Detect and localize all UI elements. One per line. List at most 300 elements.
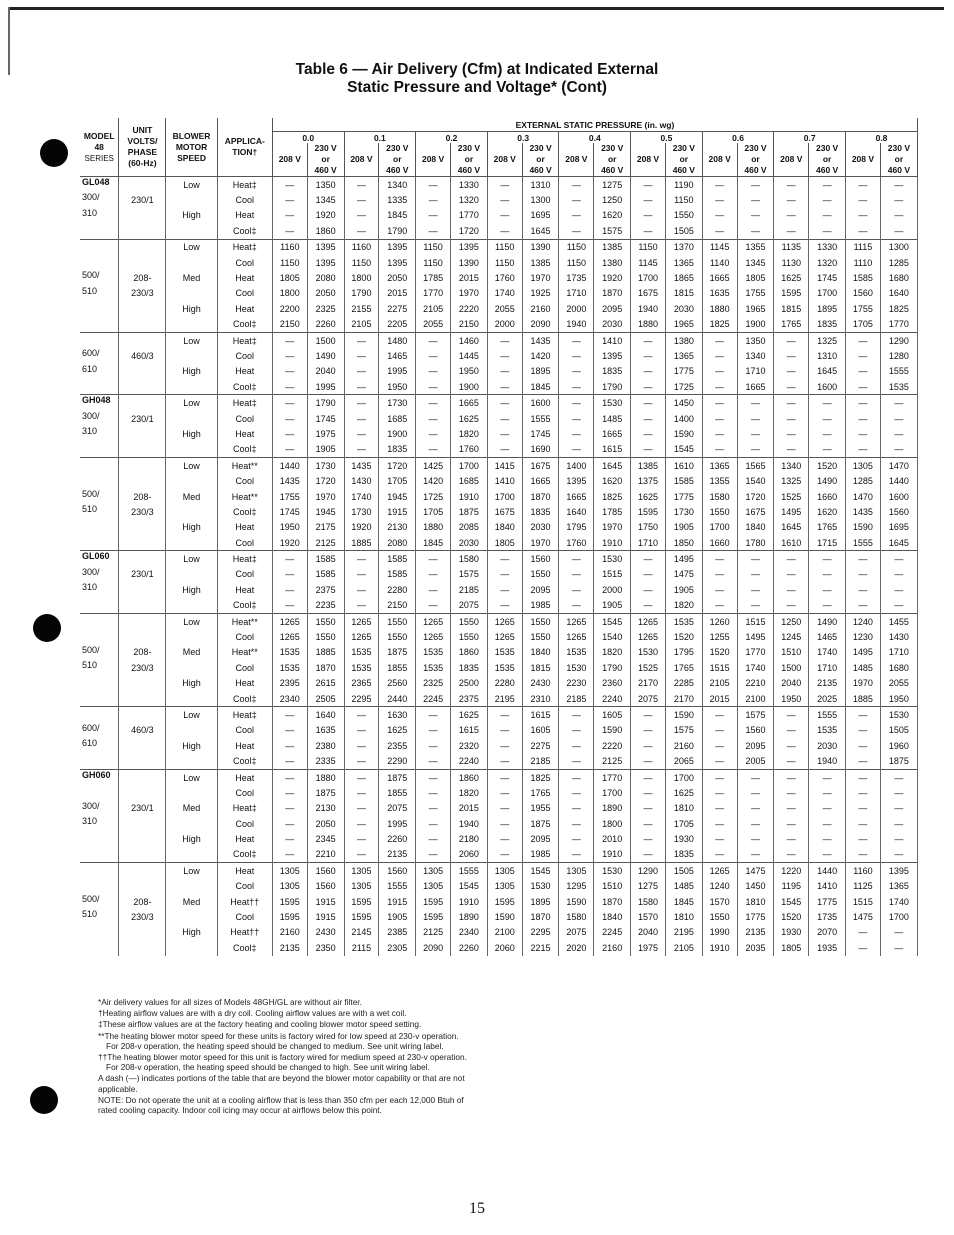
cfm-cell: —	[344, 442, 379, 458]
cfm-cell: 1435	[846, 504, 881, 519]
voltage-208-header: 208 V	[702, 143, 737, 177]
cfm-cell: 2245	[416, 691, 451, 707]
cfm-cell: —	[880, 582, 917, 597]
model-cell: 510	[80, 909, 119, 924]
cfm-cell: 2185	[522, 753, 559, 769]
cfm-cell: 2150	[379, 598, 416, 614]
cfm-cell: 1870	[594, 894, 631, 909]
cfm-cell: —	[272, 426, 307, 441]
cfm-cell: 1680	[880, 660, 917, 675]
cfm-cell: 1620	[809, 504, 846, 519]
table-row	[80, 332, 918, 348]
speed-cell	[166, 255, 217, 270]
cfm-cell: —	[631, 223, 666, 239]
cfm-cell: 1940	[631, 301, 666, 316]
cfm-cell: —	[809, 816, 846, 831]
cfm-cell: 1240	[846, 613, 881, 629]
cfm-cell: 1265	[559, 613, 594, 629]
cfm-cell: —	[774, 785, 809, 800]
cfm-cell: —	[559, 208, 594, 223]
cfm-cell: 1340	[737, 348, 774, 363]
cfm-cell: 1785	[416, 270, 451, 285]
application-cell: Heat	[217, 863, 272, 879]
cfm-cell: 1835	[594, 364, 631, 379]
cfm-cell: 1595	[631, 504, 666, 519]
cfm-cell: 2440	[379, 691, 416, 707]
cfm-cell: 1395	[307, 239, 344, 255]
cfm-cell: —	[344, 707, 379, 723]
cfm-cell: —	[774, 738, 809, 753]
cfm-cell: 1920	[272, 535, 307, 551]
model-cell	[80, 707, 119, 723]
cfm-cell: —	[416, 192, 451, 207]
cfm-cell: 1790	[594, 660, 631, 675]
cfm-cell: 1520	[809, 458, 846, 474]
cfm-cell: 1905	[307, 442, 344, 458]
cfm-cell: 1875	[450, 504, 487, 519]
cfm-cell: 1150	[631, 239, 666, 255]
cfm-cell: —	[809, 177, 846, 193]
cfm-cell: 1700	[450, 458, 487, 474]
cfm-cell: —	[559, 411, 594, 426]
cfm-cell: 1935	[809, 940, 846, 955]
cfm-cell: 2005	[737, 753, 774, 769]
cfm-cell: —	[846, 707, 881, 723]
cfm-cell: 1275	[631, 879, 666, 894]
cfm-cell: 1145	[631, 255, 666, 270]
cfm-cell: 1905	[665, 582, 702, 597]
cfm-cell: 1265	[416, 629, 451, 644]
cfm-cell: 1975	[307, 426, 344, 441]
cfm-cell: 1800	[594, 816, 631, 831]
cfm-cell: —	[737, 801, 774, 816]
air-delivery-table	[80, 118, 918, 956]
cfm-cell: 1860	[450, 645, 487, 660]
cfm-cell: 1735	[809, 909, 846, 924]
cfm-cell: —	[846, 738, 881, 753]
cfm-cell: 2340	[272, 691, 307, 707]
cfm-cell: —	[416, 395, 451, 411]
cfm-cell: 2125	[416, 925, 451, 940]
cfm-cell: 1770	[594, 769, 631, 785]
table-row	[80, 255, 918, 270]
cfm-cell: 1485	[846, 660, 881, 675]
cfm-cell: 1835	[450, 660, 487, 675]
application-cell: Heat**	[217, 489, 272, 504]
volts-cell: 460/3	[119, 348, 166, 363]
volts-cell	[119, 520, 166, 535]
application-cell: Heat	[217, 208, 272, 223]
cfm-cell: 1825	[594, 489, 631, 504]
speed-cell	[166, 598, 217, 614]
cfm-cell: 1580	[631, 894, 666, 909]
cfm-cell: 1545	[450, 879, 487, 894]
cfm-cell: —	[774, 753, 809, 769]
cfm-cell: 1850	[665, 535, 702, 551]
cfm-cell: —	[774, 598, 809, 614]
cfm-cell: 1920	[307, 208, 344, 223]
cfm-cell: 1555	[522, 411, 559, 426]
footnote-low-speed: **The heating blower motor speed for these units is factory wired for low speed at 230-v operation. For 208-v operation, the heating speed should be changed to medium. See unit wiring label.	[98, 1030, 459, 1051]
cfm-cell: —	[880, 598, 917, 614]
cfm-cell: —	[487, 426, 522, 441]
cfm-cell: 2095	[737, 738, 774, 753]
cfm-cell: —	[702, 801, 737, 816]
model-cell	[80, 317, 119, 333]
voltage-208-header: 208 V	[559, 143, 594, 177]
cfm-cell: 1450	[665, 395, 702, 411]
cfm-cell: 2240	[594, 691, 631, 707]
cfm-cell: 1675	[631, 286, 666, 301]
cfm-cell: —	[487, 442, 522, 458]
cfm-cell: 2130	[307, 801, 344, 816]
speed-cell	[166, 192, 217, 207]
cfm-cell: 1840	[522, 645, 559, 660]
cfm-cell: 1860	[307, 223, 344, 239]
application-cell: Heat‡	[217, 395, 272, 411]
cfm-cell: 1845	[665, 894, 702, 909]
model-cell: 600/	[80, 723, 119, 738]
cfm-cell: 2430	[522, 676, 559, 691]
cfm-cell: —	[702, 192, 737, 207]
table-row	[80, 426, 918, 441]
cfm-cell: 1535	[809, 723, 846, 738]
model-cell: 300/	[80, 567, 119, 582]
cfm-cell: —	[737, 177, 774, 193]
cfm-cell: 1745	[809, 270, 846, 285]
speed-cell	[166, 223, 217, 239]
table-row	[80, 192, 918, 207]
cfm-cell: 1795	[665, 645, 702, 660]
cfm-cell: 1985	[522, 598, 559, 614]
cfm-cell: 1150	[487, 255, 522, 270]
cfm-cell: 1535	[344, 660, 379, 675]
volts-cell	[119, 925, 166, 940]
cfm-cell: 1550	[665, 208, 702, 223]
cfm-cell: —	[809, 831, 846, 846]
cfm-cell: 2145	[344, 925, 379, 940]
cfm-cell: 1595	[487, 894, 522, 909]
cfm-cell: —	[809, 208, 846, 223]
cfm-cell: 1665	[594, 426, 631, 441]
volts-cell	[119, 442, 166, 458]
cfm-cell: 1720	[450, 223, 487, 239]
cfm-cell: 1770	[416, 286, 451, 301]
application-cell: Cool	[217, 629, 272, 644]
cfm-cell: 1685	[379, 411, 416, 426]
cfm-cell: —	[846, 598, 881, 614]
application-cell: Heat	[217, 270, 272, 285]
cfm-cell: 1505	[665, 223, 702, 239]
application-cell: Cool	[217, 192, 272, 207]
cfm-cell: 1740	[809, 645, 846, 660]
cfm-cell: 2355	[379, 738, 416, 753]
cfm-cell: 1755	[846, 301, 881, 316]
cfm-cell: 1815	[774, 301, 809, 316]
cfm-cell: 1150	[344, 255, 379, 270]
cfm-cell: 1835	[522, 504, 559, 519]
cfm-cell: 1580	[559, 909, 594, 924]
cfm-cell: —	[774, 723, 809, 738]
cfm-cell: 2030	[594, 317, 631, 333]
cfm-cell: 2245	[594, 925, 631, 940]
table-row	[80, 395, 918, 411]
cfm-cell: 1590	[665, 426, 702, 441]
cfm-cell: 2055	[416, 317, 451, 333]
cfm-cell: 1535	[344, 645, 379, 660]
table-row	[80, 598, 918, 614]
volts-cell	[119, 255, 166, 270]
cfm-cell: 1890	[450, 909, 487, 924]
cfm-cell: 2560	[379, 676, 416, 691]
cfm-cell: 1645	[809, 364, 846, 379]
cfm-cell: 1895	[522, 364, 559, 379]
cfm-cell: 1960	[880, 738, 917, 753]
cfm-cell: 1970	[846, 676, 881, 691]
cfm-cell: —	[416, 816, 451, 831]
volts-cell	[119, 691, 166, 707]
cfm-cell: 2365	[344, 676, 379, 691]
cfm-cell: 1745	[307, 411, 344, 426]
cfm-cell: —	[702, 379, 737, 395]
cfm-cell: 1950	[272, 520, 307, 535]
pressure-header: 0.7	[774, 132, 846, 144]
cfm-cell: —	[344, 723, 379, 738]
cfm-cell: —	[416, 753, 451, 769]
cfm-cell: 1555	[846, 535, 881, 551]
cfm-cell: 1940	[809, 753, 846, 769]
cfm-cell: —	[631, 411, 666, 426]
cfm-cell: 1515	[702, 660, 737, 675]
table-row	[80, 753, 918, 769]
cfm-cell: 1590	[594, 723, 631, 738]
cfm-cell: 2065	[665, 753, 702, 769]
cfm-cell: 1600	[880, 489, 917, 504]
cfm-cell: 1640	[307, 707, 344, 723]
speed-cell: High	[166, 426, 217, 441]
cfm-cell: —	[631, 208, 666, 223]
cfm-cell: 2220	[594, 738, 631, 753]
cfm-cell: 2015	[702, 691, 737, 707]
cfm-cell: —	[344, 801, 379, 816]
speed-cell	[166, 317, 217, 333]
cfm-cell: —	[846, 177, 881, 193]
speed-cell: Low	[166, 863, 217, 879]
cfm-cell: 1760	[487, 270, 522, 285]
cfm-cell: —	[416, 738, 451, 753]
table-row	[80, 816, 918, 831]
cfm-cell: —	[809, 598, 846, 614]
cfm-cell: 2030	[665, 301, 702, 316]
application-header: APPLICA- TION†	[217, 118, 272, 177]
speed-cell	[166, 785, 217, 800]
cfm-cell: 1720	[379, 458, 416, 474]
cfm-cell: 1265	[344, 629, 379, 644]
cfm-cell: 1435	[522, 332, 559, 348]
cfm-cell: 2220	[450, 301, 487, 316]
cfm-cell: 1150	[272, 255, 307, 270]
cfm-cell: 1535	[487, 645, 522, 660]
cfm-cell: —	[416, 426, 451, 441]
cfm-cell: 1385	[522, 255, 559, 270]
application-cell: Cool	[217, 816, 272, 831]
cfm-cell: 2135	[737, 925, 774, 940]
cfm-cell: 2075	[559, 925, 594, 940]
cfm-cell: —	[809, 551, 846, 567]
cfm-cell: 1695	[880, 520, 917, 535]
cfm-cell: —	[631, 769, 666, 785]
cfm-cell: 1690	[522, 442, 559, 458]
cfm-cell: 1485	[594, 411, 631, 426]
speed-cell	[166, 691, 217, 707]
voltage-230-460-header: 230 V or 460 V	[522, 143, 559, 177]
volts-cell	[119, 223, 166, 239]
cfm-cell: 2015	[450, 801, 487, 816]
cfm-cell: 1730	[379, 395, 416, 411]
cfm-cell: 1345	[307, 192, 344, 207]
cfm-cell: 1290	[880, 332, 917, 348]
application-cell: Cool‡	[217, 223, 272, 239]
cfm-cell: 1720	[737, 489, 774, 504]
footnote-note: NOTE: Do not operate the unit at a cooling airflow that is less than 350 cfm per each 12,000 Btuh of rated cooling capacity. Indoor coil icing may occur at airflows below this point.	[98, 1094, 464, 1116]
cfm-cell: 1160	[272, 239, 307, 255]
voltage-208-header: 208 V	[774, 143, 809, 177]
cfm-cell: 2350	[307, 940, 344, 955]
model-cell: 310	[80, 582, 119, 597]
cfm-cell: 1645	[522, 223, 559, 239]
cfm-cell: 1395	[379, 255, 416, 270]
table-row	[80, 925, 918, 940]
cfm-cell: 1585	[846, 270, 881, 285]
volts-cell	[119, 629, 166, 644]
volts-cell	[119, 239, 166, 255]
application-cell: Cool	[217, 723, 272, 738]
cfm-cell: —	[631, 332, 666, 348]
cfm-cell: —	[702, 395, 737, 411]
cfm-cell: —	[487, 208, 522, 223]
cfm-cell: 1505	[880, 723, 917, 738]
cfm-cell: 1140	[702, 255, 737, 270]
cfm-cell: 1820	[594, 645, 631, 660]
speed-cell: Low	[166, 395, 217, 411]
cfm-cell: —	[344, 831, 379, 846]
model-cell	[80, 879, 119, 894]
speed-cell: High	[166, 831, 217, 846]
cfm-cell: —	[631, 551, 666, 567]
cfm-cell: —	[416, 769, 451, 785]
cfm-cell: 1395	[880, 863, 917, 879]
cfm-cell: 1810	[665, 801, 702, 816]
application-cell: Heat‡	[217, 551, 272, 567]
cfm-cell: 2215	[522, 940, 559, 955]
cfm-cell: —	[272, 551, 307, 567]
volts-cell	[119, 738, 166, 753]
cfm-cell: 1970	[522, 535, 559, 551]
cfm-cell: 2030	[522, 520, 559, 535]
cfm-cell: 1465	[809, 629, 846, 644]
cfm-cell: 1665	[450, 395, 487, 411]
cfm-cell: 1385	[631, 458, 666, 474]
cfm-cell: —	[880, 208, 917, 223]
cfm-cell: —	[737, 769, 774, 785]
cfm-cell: 1640	[880, 286, 917, 301]
cfm-cell: —	[272, 177, 307, 193]
cfm-cell: —	[416, 551, 451, 567]
cfm-cell: —	[487, 379, 522, 395]
volts-cell	[119, 816, 166, 831]
cfm-cell: 1730	[307, 458, 344, 474]
table-row	[80, 645, 918, 660]
cfm-cell: 1470	[846, 489, 881, 504]
voltage-230-460-header: 230 V or 460 V	[665, 143, 702, 177]
cfm-cell: —	[774, 192, 809, 207]
application-cell: Heat	[217, 301, 272, 316]
cfm-cell: 2090	[416, 940, 451, 955]
cfm-cell: —	[631, 801, 666, 816]
cfm-cell: 1440	[880, 473, 917, 488]
cfm-cell: —	[272, 801, 307, 816]
cfm-cell: —	[487, 551, 522, 567]
cfm-cell: 1950	[379, 379, 416, 395]
cfm-cell: —	[809, 223, 846, 239]
cfm-cell: —	[631, 723, 666, 738]
cfm-cell: 1395	[307, 255, 344, 270]
cfm-cell: 2105	[344, 317, 379, 333]
cfm-cell: 1150	[559, 255, 594, 270]
volts-cell	[119, 473, 166, 488]
cfm-cell: —	[272, 753, 307, 769]
cfm-cell: 1710	[809, 660, 846, 675]
speed-cell: Low	[166, 707, 217, 723]
cfm-cell: 1480	[379, 332, 416, 348]
application-cell: Heat**	[217, 645, 272, 660]
cfm-cell: 2375	[450, 691, 487, 707]
cfm-cell: 2275	[522, 738, 559, 753]
model-cell: 310	[80, 426, 119, 441]
cfm-cell: 2000	[594, 582, 631, 597]
table-row	[80, 769, 918, 785]
cfm-cell: —	[487, 364, 522, 379]
cfm-cell: 1350	[737, 332, 774, 348]
cfm-cell: —	[487, 223, 522, 239]
cfm-cell: —	[774, 831, 809, 846]
cfm-cell: 1320	[450, 192, 487, 207]
cfm-cell: —	[809, 442, 846, 458]
cfm-cell: 1885	[344, 535, 379, 551]
cfm-cell: 2055	[487, 301, 522, 316]
cfm-cell: 1775	[737, 909, 774, 924]
cfm-cell: 1535	[665, 613, 702, 629]
table-row	[80, 489, 918, 504]
cfm-cell: —	[344, 223, 379, 239]
cfm-cell: 1520	[665, 629, 702, 644]
cfm-cell: 2105	[702, 676, 737, 691]
cfm-cell: —	[344, 738, 379, 753]
cfm-cell: 1490	[809, 613, 846, 629]
cfm-cell: —	[880, 551, 917, 567]
cfm-cell: 1995	[307, 379, 344, 395]
cfm-cell: —	[880, 426, 917, 441]
cfm-cell: 1750	[631, 520, 666, 535]
volts-cell	[119, 208, 166, 223]
model-cell	[80, 925, 119, 940]
cfm-cell: 2150	[272, 317, 307, 333]
application-cell: Heat	[217, 582, 272, 597]
cfm-cell: 1625	[774, 270, 809, 285]
table-row	[80, 411, 918, 426]
cfm-cell: 2085	[450, 520, 487, 535]
cfm-cell: 1560	[522, 551, 559, 567]
